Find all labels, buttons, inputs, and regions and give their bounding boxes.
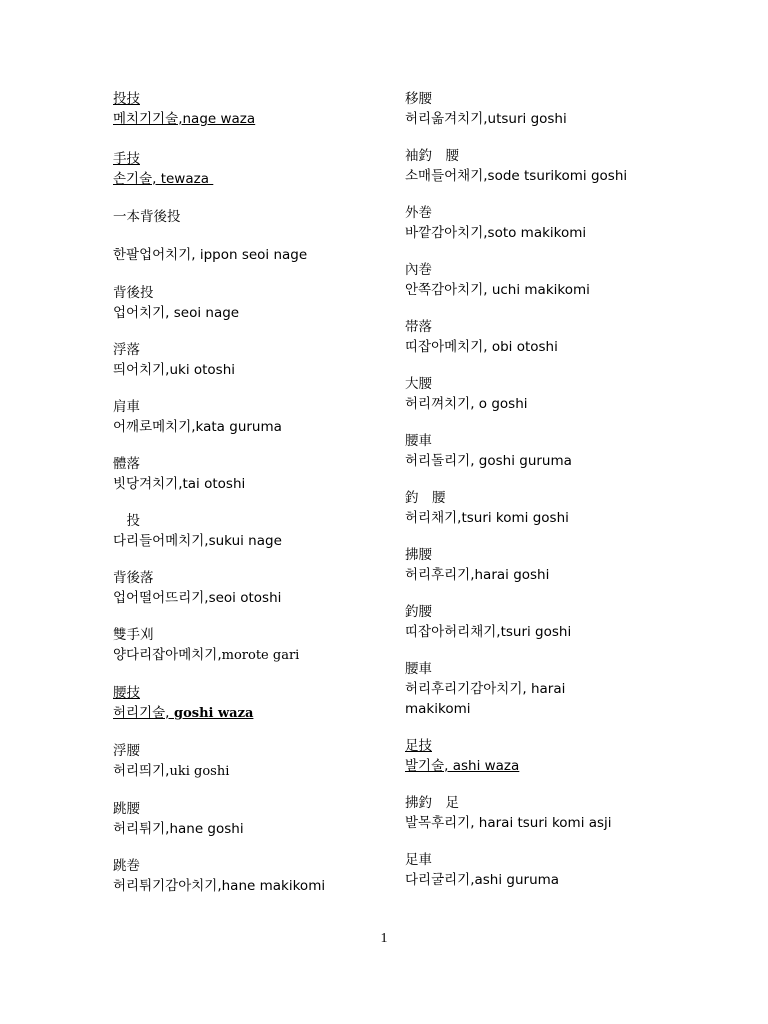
kanji-label: 大腰 (405, 376, 432, 392)
entry-tsuri-goshi (405, 602, 705, 642)
technique-name: 허리튀기감아치기,hane makikomi (113, 878, 326, 894)
entry-seoi-otoshi (113, 568, 383, 608)
entry-hane-makikomi (113, 856, 383, 896)
kanji-label: 釣 腰 (405, 490, 446, 506)
technique-name: 바깥감아치기,soto makikomi (405, 225, 587, 241)
entry-kata-guruma (113, 397, 383, 437)
kanji-label: 拂釣 足 (405, 795, 459, 811)
technique-name: 허리채기,tsuri komi goshi (405, 510, 569, 526)
technique-name: 허리후리기감아치기, harai makikomi (405, 681, 566, 717)
entry-goshi-guruma (405, 431, 705, 471)
entry-obi-otoshi (405, 317, 705, 357)
kanji-label: 帯落 (405, 319, 432, 335)
kanji-heading: 足技 (405, 738, 432, 754)
roman-text: goshi waza (169, 706, 254, 721)
korean-text: 양다리잡아메치기, (113, 647, 222, 663)
kanji-label: 足車 (405, 852, 432, 868)
entry-ashi-waza (405, 736, 705, 776)
kanji-heading: 投技 (113, 91, 140, 107)
technique-name: 허리옮겨치기,utsuri goshi (405, 111, 567, 127)
technique-name: 띠잡아허리채기,tsuri goshi (405, 624, 572, 640)
entry-tsuri-komi-goshi (405, 488, 705, 528)
kanji-label: 一本背後投 (113, 209, 181, 225)
entry-hane-goshi (113, 799, 383, 839)
page-number: 1 (380, 931, 388, 946)
section-heading (113, 703, 383, 724)
kanji-label: 浮落 (113, 342, 140, 358)
kanji-label: 腰車 (405, 433, 432, 449)
technique-name: 발목후리기, harai tsuri komi asji (405, 815, 612, 831)
technique-name: 허리돌리기, goshi guruma (405, 453, 572, 469)
kanji-label: 釣腰 (405, 604, 432, 620)
korean-text: 허리기술, (113, 705, 170, 721)
kanji-label: 內巻 (405, 262, 432, 278)
technique-name: 다리들어메치기,sukui nage (113, 533, 282, 549)
section-heading: 발기술, ashi waza (405, 758, 520, 774)
entry-uki-otoshi (113, 340, 383, 380)
technique-name: 한팔업어치기, ippon seoi nage (113, 247, 308, 263)
technique-name: 안쪽감아치기, uchi makikomi (405, 282, 590, 298)
entry-tewaza (113, 149, 383, 189)
entry-uki-goshi (113, 741, 383, 782)
entry-soto-makikomi (405, 203, 705, 243)
kanji-label: 雙手刈 (113, 627, 154, 643)
kanji-label: 跳巻 (113, 858, 140, 874)
entry-seoi-nage (113, 283, 383, 323)
technique-name: 빗당겨치기,tai otoshi (113, 476, 246, 492)
technique-name: 다리굴리기,ashi guruma (405, 872, 560, 888)
entry-sukui-nage (113, 511, 383, 551)
entry-harai-makikomi (405, 659, 705, 719)
kanji-label: 移腰 (405, 91, 432, 107)
korean-text: 허리띄기, (113, 763, 170, 779)
technique-name (113, 645, 383, 666)
technique-name: 띄어치기,uki otoshi (113, 362, 236, 378)
entry-ashi-guruma (405, 850, 705, 890)
entry-utsuri-goshi (405, 89, 705, 129)
entry-tai-otoshi (113, 454, 383, 494)
technique-name: 업어떨어뜨리기,seoi otoshi (113, 590, 282, 606)
technique-name: 허리후리기,harai goshi (405, 567, 550, 583)
section-heading: 메치기기술,nage waza (113, 111, 256, 127)
entry-nage-waza (113, 89, 383, 129)
section-heading: 손기술, tewaza (113, 171, 214, 187)
entry-harai-goshi (405, 545, 705, 585)
technique-name (113, 761, 383, 782)
kanji-label: 背後投 (113, 285, 154, 301)
technique-name: 소매들어채기,sode tsurikomi goshi (405, 168, 628, 184)
kanji-label: 袖釣 腰 (405, 148, 459, 164)
roman-text: morote gari (221, 648, 300, 663)
entry-ippon-seoi-nage (113, 207, 383, 265)
kanji-label: 外巻 (405, 205, 432, 221)
kanji-heading: 手技 (113, 151, 140, 167)
right-column (405, 89, 705, 890)
kanji-label: 背後落 (113, 570, 154, 586)
technique-name: 업어치기, seoi nage (113, 305, 240, 321)
entry-uchi-makikomi (405, 260, 705, 300)
kanji-label: 拂腰 (405, 547, 432, 563)
kanji-label: 投 (113, 513, 140, 529)
entry-sode-tsurikomi-goshi (405, 146, 705, 186)
entry-goshi-waza (113, 683, 383, 724)
left-column (113, 89, 383, 896)
kanji-heading: 腰技 (113, 685, 140, 701)
technique-name: 어깨로메치기,kata guruma (113, 419, 282, 435)
entry-harai-tsuri-komi-ashi (405, 793, 705, 833)
roman-text: uki goshi (169, 764, 230, 779)
entry-morote-gari (113, 625, 383, 666)
kanji-label: 肩車 (113, 399, 140, 415)
technique-name: 띠잡아메치기, obi otoshi (405, 339, 558, 355)
kanji-label: 浮腰 (113, 743, 140, 759)
technique-name: 허리껴치기, o goshi (405, 396, 528, 412)
kanji-label: 體落 (113, 456, 140, 472)
entry-o-goshi (405, 374, 705, 414)
kanji-label: 腰車 (405, 661, 432, 677)
kanji-label: 跳腰 (113, 801, 140, 817)
technique-name: 허리튀기,hane goshi (113, 821, 244, 837)
